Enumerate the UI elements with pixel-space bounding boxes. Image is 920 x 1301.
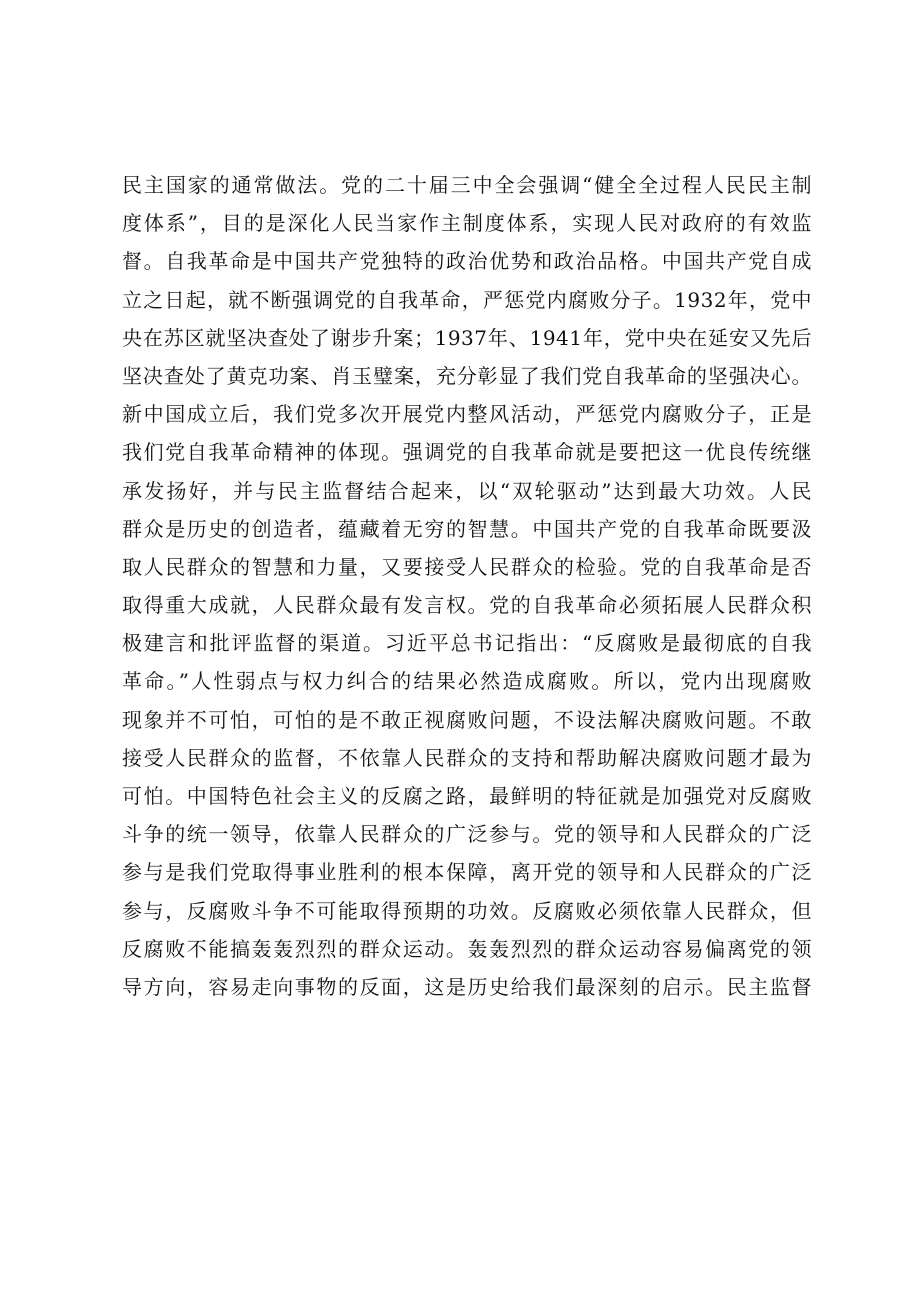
text-line: 现象并不可怕，可怕的是不敢正视腐败问题，不设法解决腐败问题。不敢 — [122, 707, 812, 732]
text-line: 度体系”，目的是深化人民当家作主制度体系，实现人民对政府的有效监 — [122, 211, 812, 236]
text-line: 斗争的统一领导，依靠人民群众的广泛参与。党的领导和人民群众的广泛 — [122, 822, 812, 847]
text-line: 导方向，容易走向事物的反面，这是历史给我们最深刻的启示。民主监督 — [122, 974, 812, 999]
text-line: 可怕。中国特色社会主义的反腐之路，最鲜明的特征就是加强党对反腐败 — [122, 784, 812, 808]
text-line: 反腐败不能搞轰轰烈烈的群众运动。轰轰烈烈的群众运动容易偏离党的领 — [122, 936, 812, 961]
text-line: 承发扬好，并与民主监督结合起来，以“双轮驱动”达到最大功效。人民 — [122, 478, 812, 503]
text-line: 民主国家的通常做法。党的二十届三中全会强调“健全全过程人民民主制 — [122, 173, 812, 197]
text-line: 取得重大成就，人民群众最有发言权。党的自我革命必须拓展人民群众积 — [122, 593, 812, 618]
text-line: 坚决查处了黄克功案、肖玉璧案，充分彰显了我们党自我革命的坚强决心。 — [122, 363, 812, 388]
text-line: 革命。”人性弱点与权力纠合的结果必然造成腐败。所以，党内出现腐败 — [122, 669, 812, 694]
text-line: 督。自我革命是中国共产党独特的政治优势和政治品格。中国共产党自成 — [122, 249, 812, 274]
text-line: 参与是我们党取得事业胜利的根本保障，离开党的领导和人民群众的广泛 — [122, 860, 812, 885]
text-line: 立之日起，就不断强调党的自我革命，严惩党内腐败分子。1932年，党中 — [122, 287, 812, 312]
text-line: 央在苏区就坚决查处了谢步升案；1937年、1941年，党中央在延安又先后 — [122, 325, 812, 350]
text-line: 取人民群众的智慧和力量，又要接受人民群众的检验。党的自我革命是否 — [122, 554, 812, 579]
body-text — [122, 166, 812, 1006]
text-line: 群众是历史的创造者，蕴藏着无穷的智慧。中国共产党的自我革命既要汲 — [122, 516, 812, 541]
text-line: 我们党自我革命精神的体现。强调党的自我革命就是要把这一优良传统继 — [122, 440, 812, 465]
text-line: 新中国成立后，我们党多次开展党内整风活动，严惩党内腐败分子，正是 — [122, 402, 812, 427]
text-line: 极建言和批评监督的渠道。习近平总书记指出：“反腐败是最彻底的自我 — [122, 631, 812, 656]
text-line: 接受人民群众的监督，不依靠人民群众的支持和帮助解决腐败问题才最为 — [122, 745, 812, 770]
text-line: 参与，反腐败斗争不可能取得预期的功效。反腐败必须依靠人民群众，但 — [122, 898, 812, 923]
